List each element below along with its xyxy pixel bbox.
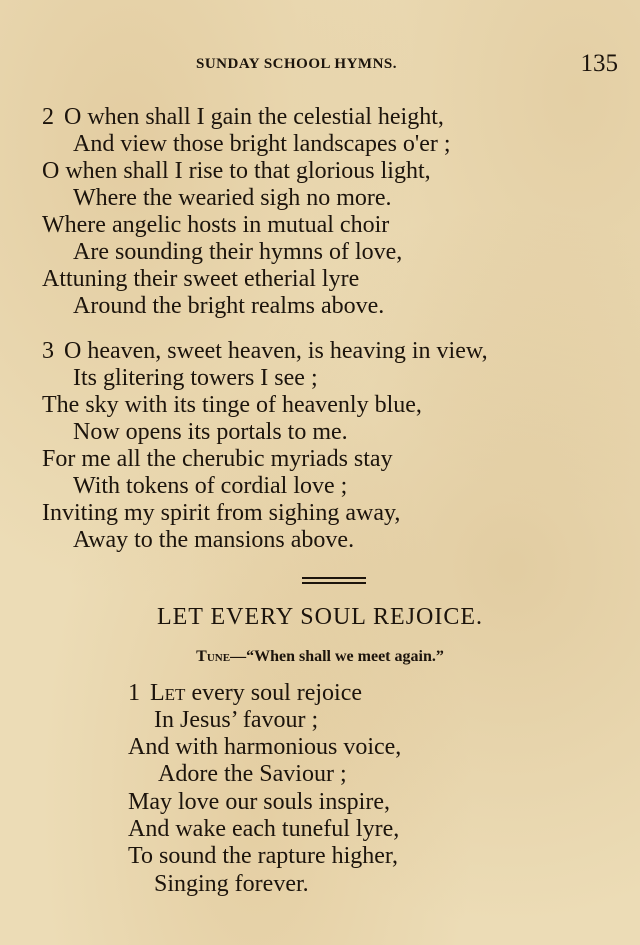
tune-line (0, 648, 640, 666)
verse-line: Away to the mansions above. (73, 527, 355, 553)
verse-number: 3 (42, 338, 54, 364)
tune-name: —“When shall we meet again.” (230, 648, 444, 665)
verse-line: Are sounding their hymns of love, (73, 239, 403, 265)
verse-line: Around the bright realms above. (73, 293, 385, 319)
verse-line: To sound the rapture higher, (128, 843, 398, 869)
verse-number: 1 (128, 680, 140, 706)
page-header (0, 50, 640, 80)
page-number: 135 (580, 50, 618, 77)
verse-line: May love our souls inspire, (128, 789, 390, 815)
verse-line: And with harmonious voice, (128, 734, 402, 760)
verse-line: Now opens its portals to me. (73, 419, 348, 445)
verse-line: Where the wearied sigh no more. (73, 185, 392, 211)
verse-line: And view those bright landscapes o'er ; (73, 131, 451, 157)
verse-line: And wake each tuneful lyre, (128, 816, 400, 842)
separator-rule-bottom (302, 582, 366, 584)
verse-line: Where angelic hosts in mutual choir (42, 212, 390, 238)
verse-line: The sky with its tinge of heavenly blue, (42, 392, 422, 418)
verse-line: For me all the cherubic myriads stay (42, 446, 393, 472)
verse-line: Inviting my spirit from sighing away, (42, 500, 401, 526)
verse-line: In Jesus’ favour ; (154, 707, 319, 733)
verse-line: Attuning their sweet etherial lyre (42, 266, 360, 292)
hymn-title: LET EVERY SOUL REJOICE. (156, 604, 484, 630)
verse-line: Its glitering towers I see ; (73, 365, 318, 391)
verse-line: 3 O heaven, sweet heaven, is heaving in view, (42, 338, 488, 364)
verse-line: 2 O when shall I gain the celestial height, (42, 104, 444, 130)
verse-number: 2 (42, 104, 54, 130)
verse-line: O when shall I rise to that glorious light, (42, 158, 431, 184)
running-head: SUNDAY SCHOOL HYMNS. (196, 56, 398, 72)
tune-label: Tune (196, 648, 231, 665)
separator-rule-top (302, 577, 366, 579)
first-word: Let (150, 680, 186, 706)
verse-line: Adore the Saviour ; (158, 761, 347, 787)
verse-line: Singing forever. (154, 871, 309, 897)
verse-line: 1 Let every soul rejoice (128, 680, 363, 706)
verse-line: With tokens of cordial love ; (73, 473, 348, 499)
